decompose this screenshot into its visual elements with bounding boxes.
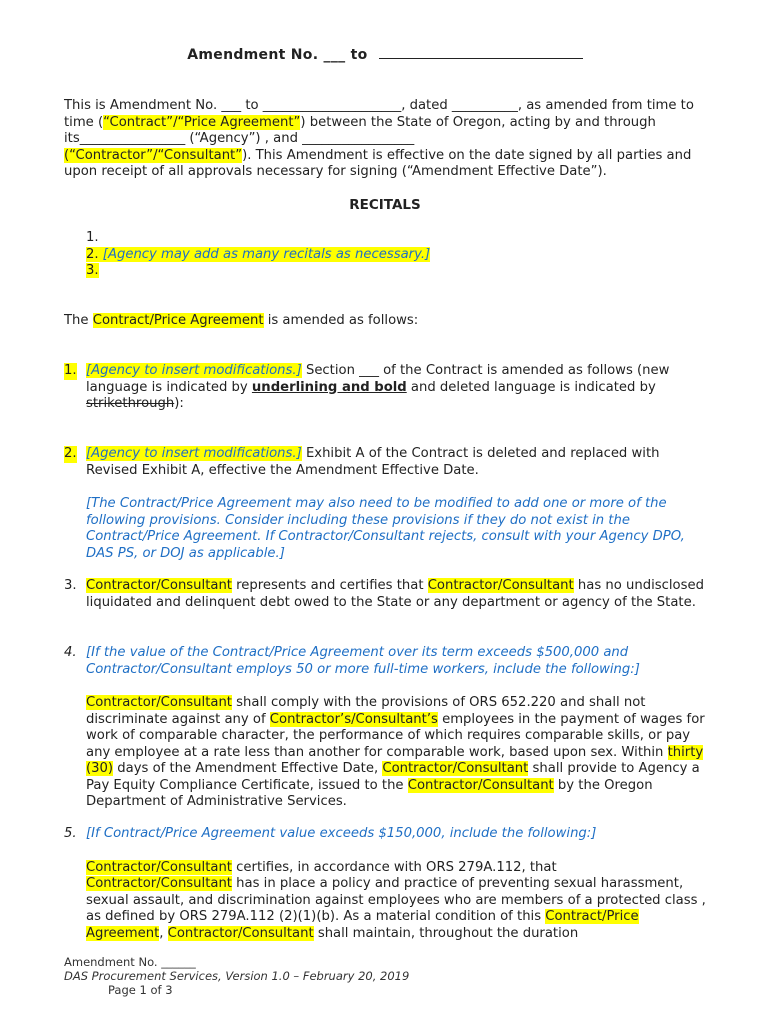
item-3-number: 3. bbox=[64, 578, 77, 593]
item-4-highlight-3: thirty (30) bbox=[86, 744, 704, 776]
item-4-text-b: employees in the payment of wages for work of comparable character, the performance of which requires comparable skills, or pay any employee at a rate less than another for comparable work, based upon sex. Within bbox=[86, 711, 705, 760]
recital-item-1: 1. bbox=[86, 230, 99, 245]
recitals-list bbox=[86, 230, 646, 280]
recital-item-3-row bbox=[86, 263, 646, 280]
item-2-body bbox=[86, 446, 706, 562]
item-1-text-b: and deleted language is indicated by bbox=[406, 379, 656, 395]
item-3-highlight-2: Contractor/Consultant bbox=[427, 578, 574, 593]
title-text: Amendment No. bbox=[187, 47, 319, 63]
item-5-highlight-1: Contractor/Consultant bbox=[86, 859, 232, 875]
item-4-highlight-2: Contractor’s/Consultant’s bbox=[269, 711, 438, 727]
highlight-contractor: (“Contractor”/“Consultant” bbox=[64, 147, 243, 163]
item-4-body bbox=[86, 645, 706, 811]
recital-item-2-instruction: [Agency may add as many recitals as necessary.] bbox=[102, 246, 431, 262]
item-2-note: [The Contract/Price Agreement may also need to be modified to add one or more of the following provisions. Consider including these provisions if they do not exist in the Contract/Price Agreement. If Contractor/Consultant rejects, consult with your Agency DPO, DAS PS, or DOJ as applicable.] bbox=[86, 496, 685, 561]
item-2-instruction: [Agency to insert modifications.] bbox=[86, 446, 302, 461]
item-1-number: 1. bbox=[64, 363, 77, 378]
footer-version: DAS Procurement Services, Version 1.0 – February 20, 2019 bbox=[64, 969, 410, 983]
item-4-text-e: by the Oregon Department of Administrative Services. bbox=[86, 777, 653, 809]
amended-post: is amended as follows: bbox=[263, 313, 419, 328]
footer-amendment-number: Amendment No. ______ bbox=[64, 955, 196, 969]
item-4-highlight-4: Contractor/Consultant bbox=[382, 761, 529, 776]
highlight-contract-price-agreement: Contract/Price Agreement bbox=[92, 313, 264, 328]
item-5-highlight-4: Contractor/Consultant bbox=[167, 925, 314, 941]
highlight-contract: “Contract”/“Price Agreement” bbox=[103, 114, 301, 130]
item-1-body bbox=[86, 363, 706, 413]
item-5-text-b: has in place a policy and practice of preventing sexual harassment, sexual assault, and discrimination against employees who are members of a protected class , as defined by ORS 279A.112 (2)(1)(b). As a material condition of this bbox=[86, 876, 706, 924]
item-3-highlight-1: Contractor/Consultant bbox=[86, 578, 232, 593]
item-2-text: Exhibit A of the Contract is deleted and replaced with Revised Exhibit A, effective the Amendment Effective Date. bbox=[86, 446, 660, 478]
title-to: to bbox=[350, 47, 368, 63]
page-footer bbox=[64, 955, 409, 997]
item-1-instruction: [Agency to insert modifications.] bbox=[86, 363, 302, 378]
recital-item-3: 3. bbox=[86, 263, 99, 278]
item-5-text-a: certifies, in accordance with ORS 279A.112, that bbox=[231, 859, 557, 875]
footer-page-number: Page 1 of 3 bbox=[108, 983, 173, 997]
title-blank-line bbox=[379, 46, 583, 59]
item-5-highlight-3: Contract/Price Agreement bbox=[86, 909, 639, 941]
item-1-text-c: ): bbox=[174, 396, 184, 411]
intro-text-b: ) between the State of Oregon, acting by and through its________________ (“Agency”) , and _________________ bbox=[64, 114, 656, 146]
item-3-text-b: has no undisclosed liquidated and delinquent debt owed to the State or any department or agency of the State. bbox=[86, 578, 704, 610]
item-4-text-c: days of the Amendment Effective Date, bbox=[113, 761, 383, 776]
document-title bbox=[0, 46, 770, 63]
title-blank-number: ___ bbox=[323, 47, 346, 63]
item-4-highlight-5: Contractor/Consultant bbox=[407, 777, 554, 793]
intro-text-d: ). This Amendment is effective on the date signed by all parties and upon receipt of all approvals necessary for signing (“Amendment Effective Date”). bbox=[64, 147, 692, 179]
item-5-text-c: , bbox=[159, 925, 168, 941]
recital-item-2 bbox=[86, 247, 646, 264]
item-2-number: 2. bbox=[64, 446, 77, 461]
item-4-text-a: shall comply with the provisions of ORS 652.220 and shall not discriminate against any of bbox=[86, 695, 646, 727]
item-1-underline-example: underlining and bold bbox=[251, 379, 407, 395]
item-5-text-d: shall maintain, throughout the duration bbox=[313, 925, 579, 941]
recital-item-2-text bbox=[99, 247, 431, 262]
item-4-highlight-1: Contractor/Consultant bbox=[86, 695, 232, 710]
intro-text-a: This is Amendment No. ___ to _____________________, dated __________, as amended from time to time ( bbox=[64, 98, 694, 130]
amended-intro bbox=[64, 313, 704, 330]
item-3-body bbox=[86, 578, 706, 611]
item-4-paragraph bbox=[86, 695, 706, 811]
item-5-highlight-2: Contractor/Consultant bbox=[86, 876, 232, 891]
recitals-heading: RECITALS bbox=[349, 197, 421, 213]
item-5-number: 5. bbox=[64, 826, 77, 841]
item-3-text-a: represents and certifies that bbox=[231, 578, 428, 593]
item-4-instruction: [If the value of the Contract/Price Agreement over its term exceeds $500,000 and Contractor/Consultant employs 50 or more full-time workers, include the following:] bbox=[86, 645, 640, 677]
item-5-body bbox=[86, 826, 706, 942]
item-4-text-d: shall provide to Agency a Pay Equity Compliance Certificate, issued to the bbox=[86, 761, 700, 793]
item-1-strike-example: strikethrough bbox=[86, 396, 175, 411]
item-5-instruction: [If Contract/Price Agreement value exceeds $150,000, include the following:] bbox=[86, 826, 597, 841]
amended-pre: The bbox=[64, 313, 93, 328]
item-5-paragraph bbox=[86, 860, 706, 943]
item-4-number: 4. bbox=[64, 645, 77, 660]
intro-paragraph bbox=[64, 98, 714, 181]
item-1-text-a: Section ___ of the Contract is amended as follows (new language is indicated by bbox=[86, 363, 670, 395]
recital-item-2-number: 2. bbox=[86, 246, 99, 262]
